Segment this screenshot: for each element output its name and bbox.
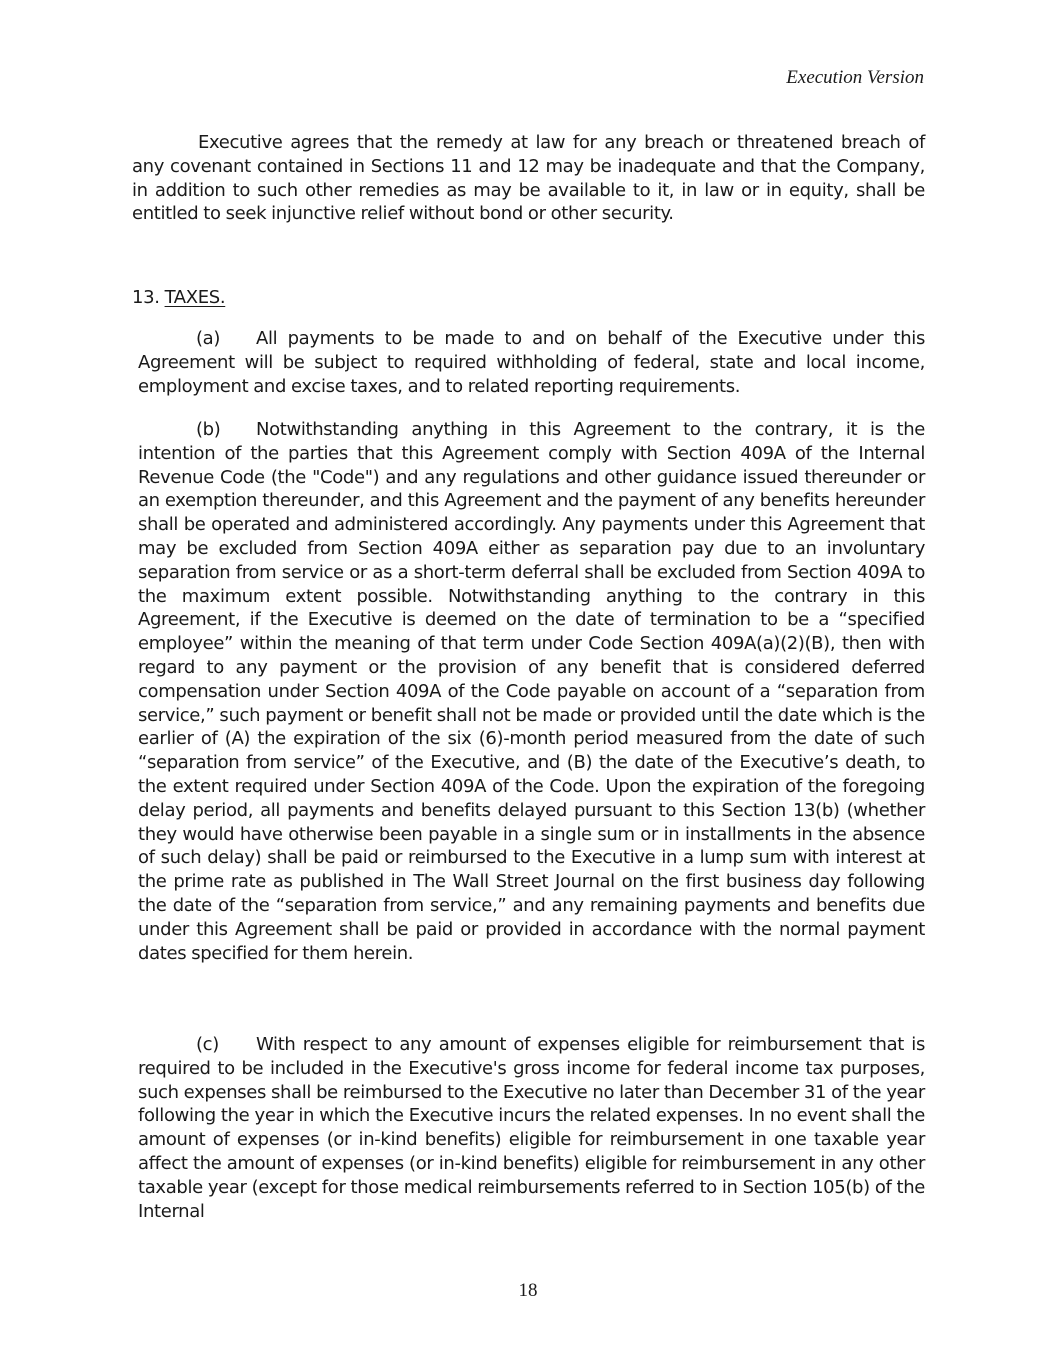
subsection-text: All payments to be made to and on behalf of the Executive under this Agreement will be subject to required withholding of federal, state and local income, employment and excise taxes, and to related reporting requirements. bbox=[138, 328, 925, 397]
subsection-a bbox=[138, 327, 925, 398]
subsection-text: Notwithstanding anything in this Agreement to the contrary, it is the intention of the parties that this Agreement comply with Section 409A of the Internal Revenue Code (the "Code") and any regulations and other guidance issued thereunder or an exemption thereunder, and this Agreement and the payment of any benefits hereunder shall be operated and administered accordingly. Any payments under this Agreement that may be excluded from Section 409A either as separation pay due to an involuntary separation from service or as a short-term deferral shall be excluded from Section 409A to the maximum extent possible. Notwithstanding anything to the contrary in this Agreement, if the Executive is deemed on the date of termination to be a “specified employee” within the meaning of that term under Code Section 409A(a)(2)(B), then with regard to any payment or the provision of any benefit that is considered deferred compensation under Section 409A of the Code payable on account of a “separation from service,” such payment or benefit shall not be made or provided until the date which is the earlier of (A) the expiration of the six (6)-month period measured from the date of such “separation from service” of the Executive, and (B) the date of the Executive’s death, to the extent required under Section 409A of the Code. Upon the expiration of the foregoing delay period, all payments and benefits delayed pursuant to this Section 13(b) (whether they would have otherwise been payable in a single sum or in installments in the absence of such delay) shall be paid or reimbursed to the Executive in a lump sum with interest at the prime rate as published in The Wall Street Journal on the first business day following the date of the “separation from service,” and any remaining payments and benefits due under this Agreement shall be paid or provided in accordance with the normal payment dates specified for them herein. bbox=[138, 419, 925, 964]
intro-paragraph: Executive agrees that the remedy at law for any breach or threatened breach of any covenant contained in Sections 11 and 12 may be inadequate and that the Company, in addition to such other remedies as may be available to it, in law or in equity, shall be entitled to seek injunctive relief without bond or other security. bbox=[132, 132, 925, 225]
subsection-text: With respect to any amount of expenses eligible for reimbursement that is required to be included in the Executive's gross income for federal income tax purposes, such expenses shall be reimbursed to the Executive no later than December 31 of the year following the year in which the Executive incurs the related expenses. In no event shall the amount of expenses (or in-kind benefits) eligible for reimbursement in one taxable year affect the amount of expenses (or in-kind benefits) eligible for reimbursement in any other taxable year (except for those medical reimbursements referred to in Section 105(b) of the Internal bbox=[138, 1034, 925, 1222]
subsection-c bbox=[138, 1033, 925, 1223]
subsection-b bbox=[138, 418, 925, 965]
version-label: Execution Version bbox=[786, 67, 924, 88]
subsection-label: (b) bbox=[196, 419, 221, 440]
subsection-label: (c) bbox=[196, 1034, 219, 1055]
section-heading bbox=[132, 286, 225, 310]
section-title: TAXES. bbox=[164, 287, 226, 308]
page-number: 18 bbox=[518, 1280, 538, 1301]
section-number: 13. bbox=[132, 287, 160, 308]
subsection-label: (a) bbox=[196, 328, 221, 349]
